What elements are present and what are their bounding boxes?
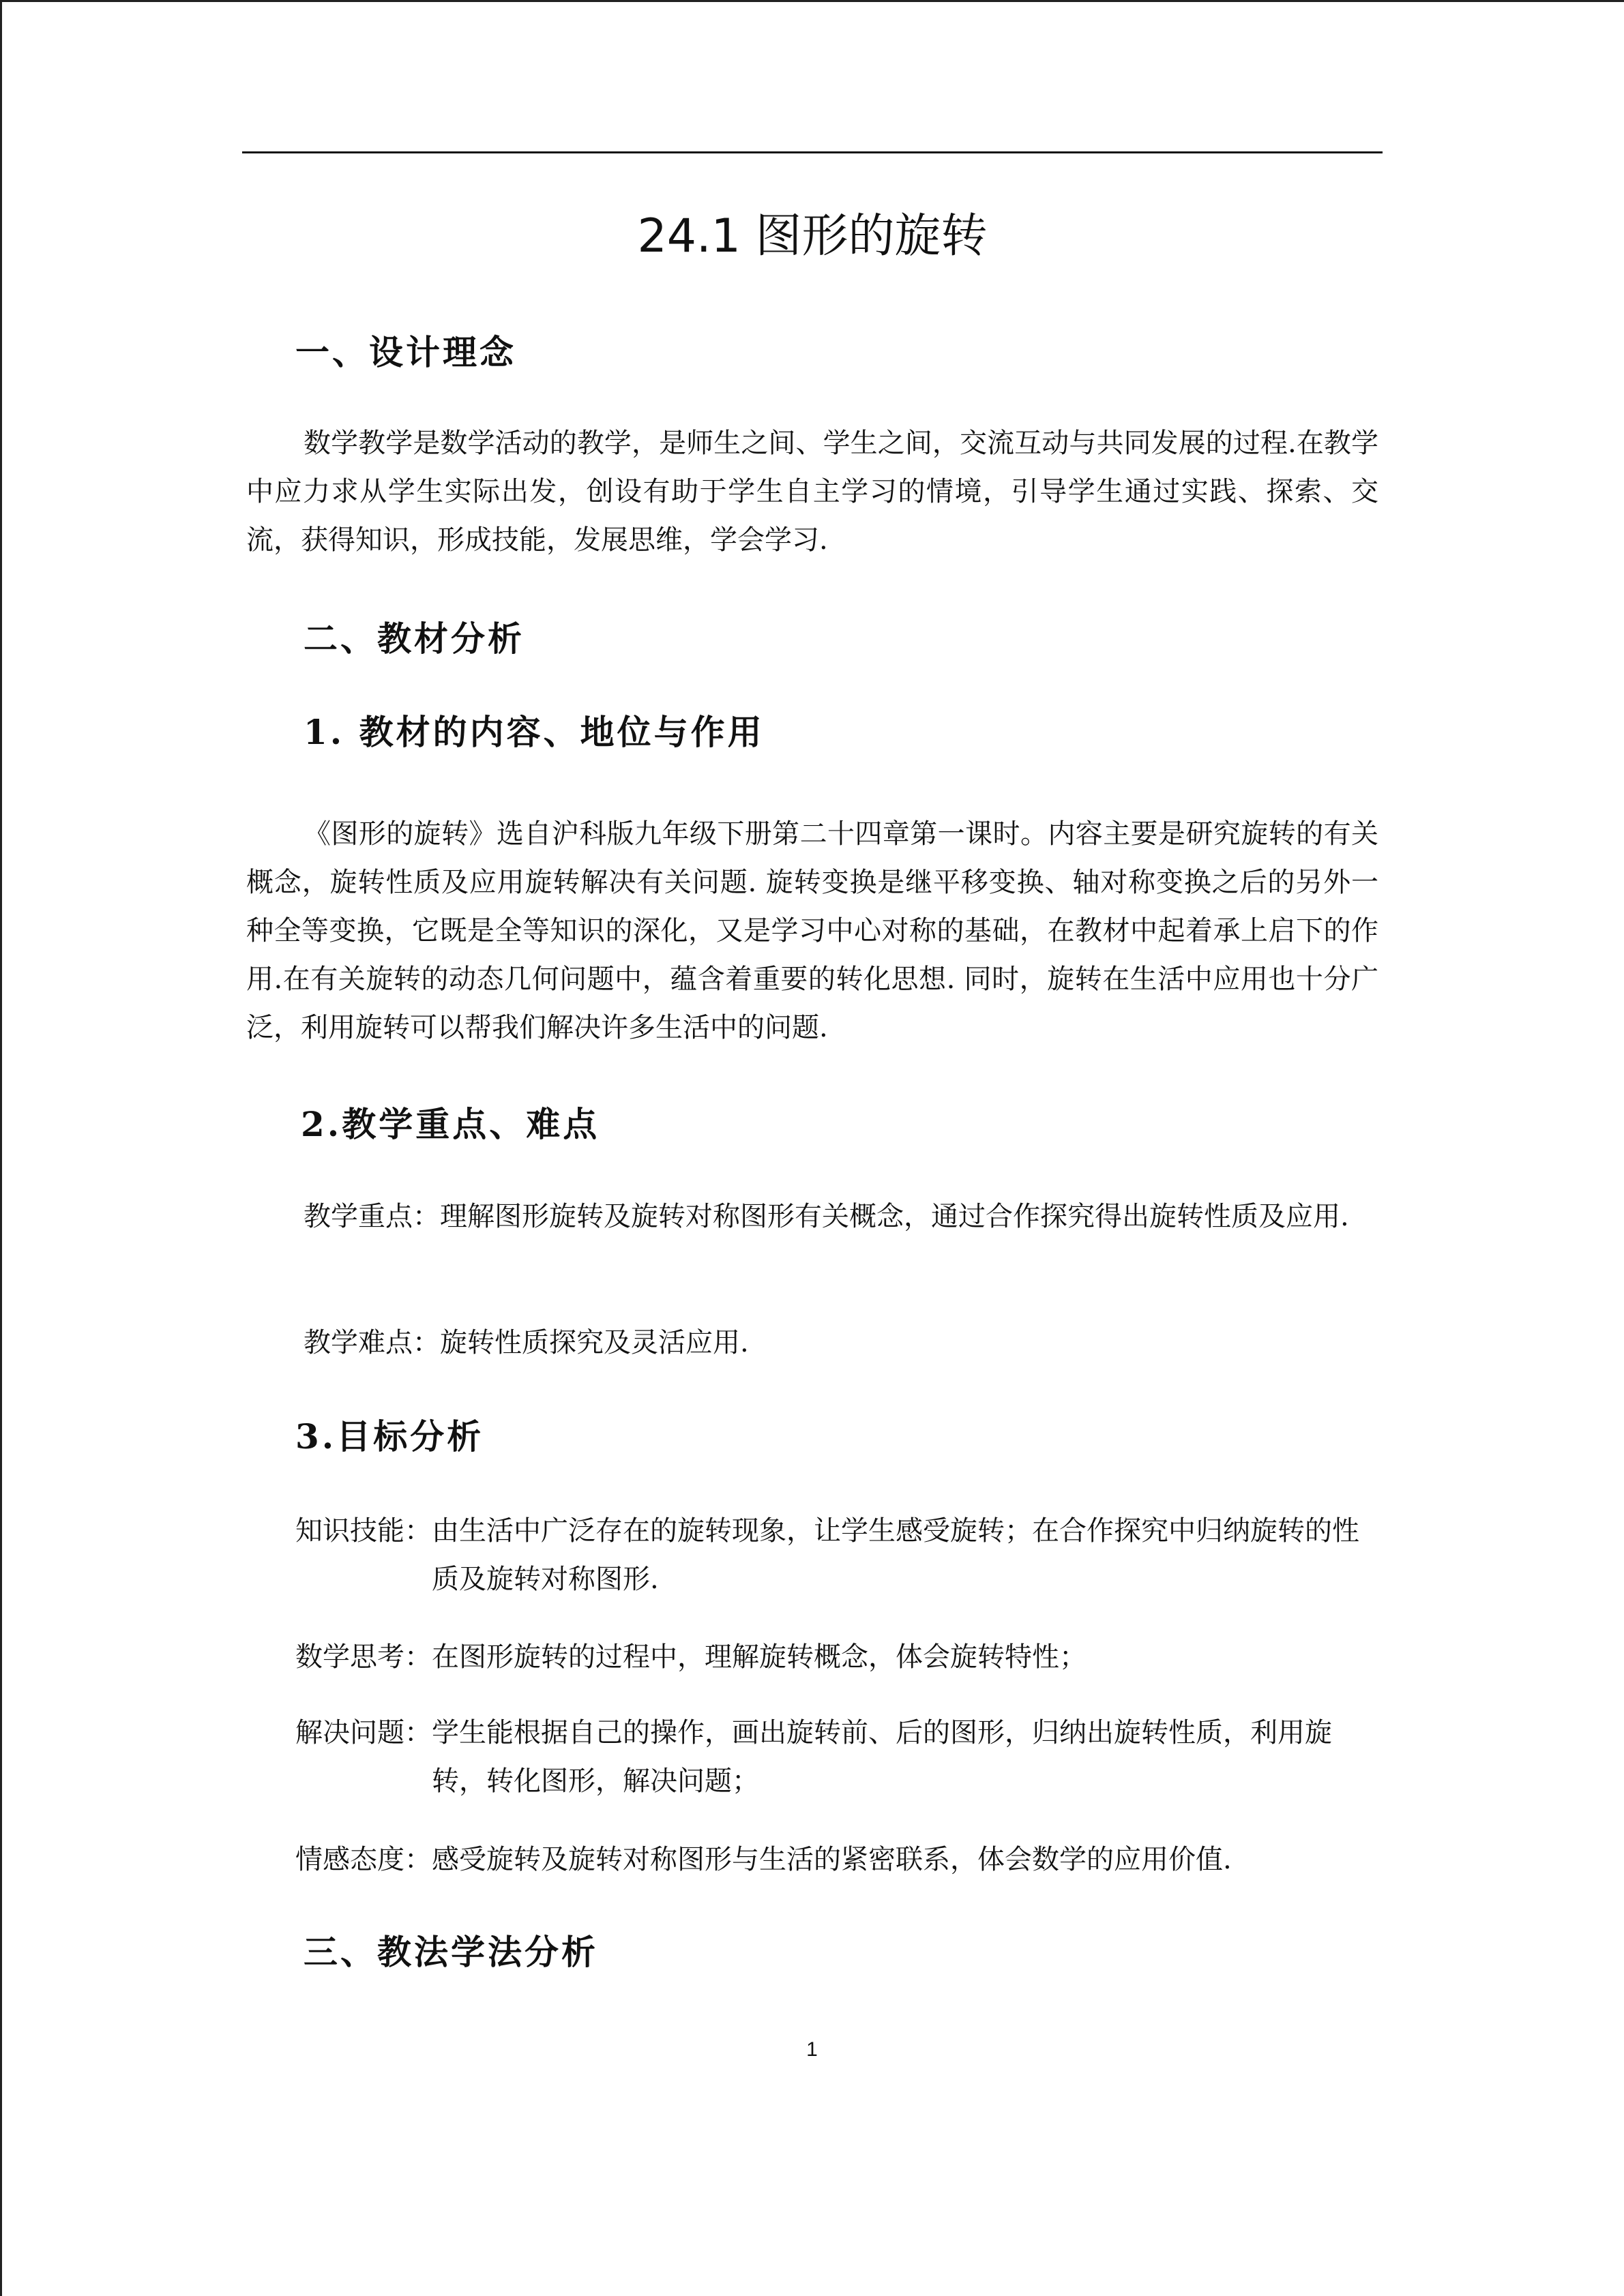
paragraph-content-role: 《图形的旋转》选自沪科版九年级下册第二十四章第一课时。内容主要是研究旋转的有关概念，旋转性质及应用旋转解决有关问题. 旋转变换是继平移变换、轴对称变换之后的另外一种全等变换，它既是全等知识的深化，又是学习中心对称的基础，在教材中起着承上启下的作用.在有关旋转的动态几何问题中，蕴含着重要的转化思想. 同时，旋转在生活中应用也十分广泛，利用旋转可以帮我们解决许多生活中的问题. [246,818,1378,1043]
objective-text: 感受旋转及旋转对称图形与生活的紧密联系，体会数学的应用价值. [432,1844,1232,1875]
section-heading-design-concept: 一、设计理念 [295,332,516,372]
objective-item-thinking [295,1633,1359,1682]
objective-item-attitude [295,1836,1359,1884]
paragraph-key-point: 教学重点：理解图形旋转及旋转对称图形有关概念，通过合作探究得出旋转性质及应用. [304,1201,1349,1232]
section-heading-textbook-analysis: 二、教材分析 [304,618,525,659]
objective-label: 数学思考： [295,1641,432,1673]
page-frame-left [0,0,2,2296]
paragraph-difficulty: 教学难点：旋转性质探究及灵活应用. [304,1327,749,1358]
page-frame-top [0,0,1624,2]
objective-label: 解决问题： [295,1717,432,1748]
objective-text: 学生能根据自己的操作，画出旋转前、后的图形，归纳出旋转性质，利用旋转，转化图形，解决问题； [432,1717,1332,1797]
paragraph-design-concept: 数学教学是数学活动的教学，是师生之间、学生之间，交流互动与共同发展的过程.在教学中应力求从学生实际出发，创设有助于学生自主学习的情境，引导学生通过实践、探索、交流，获得知识，形成技能，发展思维，学会学习. [246,428,1378,556]
objective-item-problem-solving [295,1709,1359,1806]
objective-label: 情感态度： [295,1844,432,1875]
subheading-objective-analysis: 3.目标分析 [295,1416,484,1457]
header-rule [242,151,1383,153]
page-number: 1 [806,2038,818,2061]
subheading-key-difficult: 2.教学重点、难点 [301,1104,600,1144]
objective-item-knowledge [295,1507,1359,1604]
document-title: 24.1 图形的旋转 [637,209,988,263]
objective-label: 知识技能： [295,1515,432,1547]
objective-text: 由生活中广泛存在的旋转现象，让学生感受旋转；在合作探究中归纳旋转的性质及旋转对称图形. [432,1515,1359,1595]
objective-text: 在图形旋转的过程中，理解旋转概念，体会旋转特性； [432,1641,1087,1673]
subheading-content-role: 1. 教材的内容、地位与作用 [304,712,765,752]
section-heading-teaching-methods: 三、教法学法分析 [304,1932,598,1972]
